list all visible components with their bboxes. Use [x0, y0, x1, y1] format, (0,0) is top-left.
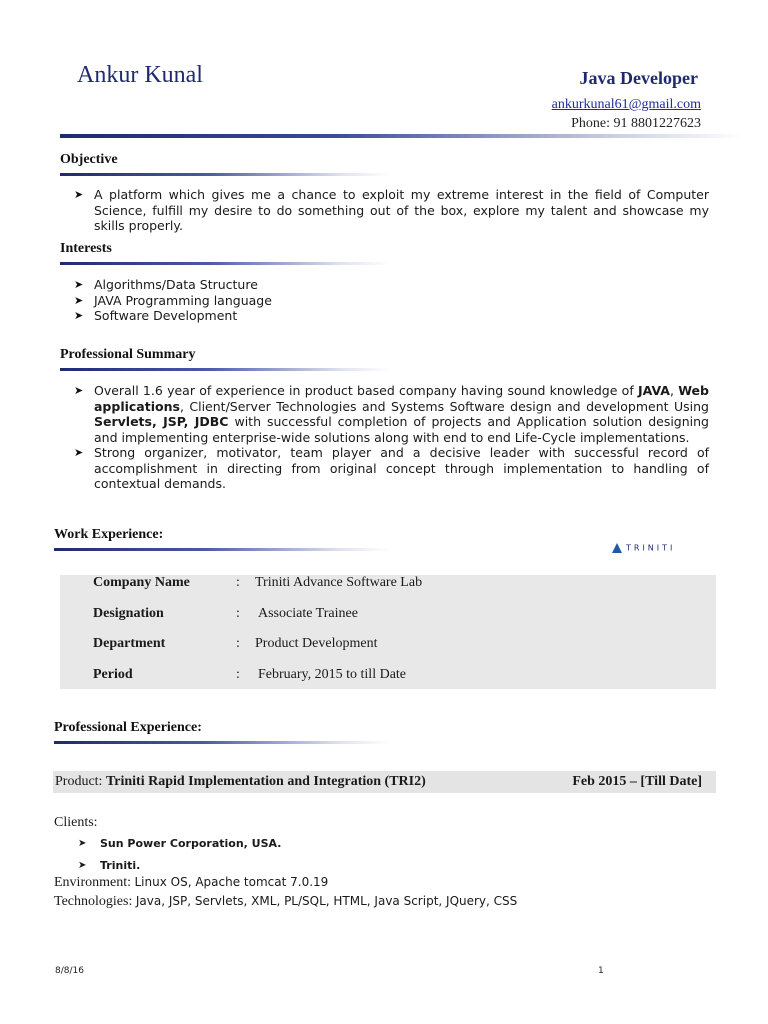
page-number: 1: [598, 966, 604, 976]
list-item: ➤ Sun Power Corporation, USA.: [78, 833, 478, 855]
list-item: ➤ Algorithms/Data Structure: [74, 277, 474, 293]
list-item: ➤ Software Development: [74, 308, 474, 324]
section-divider: [54, 741, 390, 744]
product-period: Feb 2015 – [Till Date]: [572, 774, 702, 789]
list-item: ➤ JAVA Programming language: [74, 293, 474, 309]
job-title: Java Developer: [579, 68, 698, 88]
section-title-interests: Interests: [60, 241, 112, 256]
triniti-logo: TRINITI: [612, 543, 675, 553]
technologies-line: Technologies: Java, JSP, Servlets, XML, PL/SQL, HTML, Java Script, JQuery, CSS: [54, 894, 518, 909]
clients-label: Clients:: [54, 815, 98, 830]
objective-list: [74, 187, 709, 234]
section-title-summary: Professional Summary: [60, 347, 196, 362]
section-divider: [60, 173, 390, 176]
interests-list: [74, 277, 474, 324]
section-title-professional: Professional Experience:: [54, 720, 202, 735]
section-divider: [60, 262, 390, 265]
phone-number: Phone: 91 8801227623: [571, 116, 701, 131]
list-item: ➤ Overall 1.6 year of experience in product based company having sound knowledge of JAVA, Web applications, Client/Server Technologies and Systems Software design and development Using Servlets, JSP, JDBC with successful completion of projects and Application solution designing and implementing enterprise-wide solutions along with end to end Life-Cycle implementations.: [74, 383, 709, 445]
candidate-name: Ankur Kunal: [77, 62, 203, 88]
header-divider: [60, 134, 744, 138]
summary-list: [74, 383, 709, 492]
list-item: ➤ Strong organizer, motivator, team player and a decisive leader with successful record of accomplishment in directing from original concept through implementation to handling of contextual demands.: [74, 445, 709, 492]
clients-list: [78, 833, 478, 877]
section-divider: [60, 368, 390, 371]
product-name: Product: Triniti Rapid Implementation and Integration (TRI2): [55, 774, 426, 789]
work-details-table: Company Name : Triniti Advance Software Lab Designation : Associate Trainee Department : Product Development Period : February, 2015 to till Date: [60, 575, 716, 689]
triangle-icon: [612, 543, 622, 553]
list-item: ➤ Triniti.: [78, 855, 478, 877]
environment-line: Environment: Linux OS, Apache tomcat 7.0.19: [54, 875, 329, 890]
footer-date: 8/8/16: [55, 966, 84, 976]
list-item: ➤ A platform which gives me a chance to exploit my extreme interest in the field of Computer Science, fulfill my desire to do something out of the box, explore my talent and showcase my skills properly.: [74, 187, 709, 234]
section-title-work: Work Experience:: [54, 527, 164, 542]
section-title-objective: Objective: [60, 152, 118, 167]
section-divider: [54, 548, 390, 551]
email-link[interactable]: ankurkunal61@gmail.com: [551, 97, 701, 112]
product-bar: [53, 771, 716, 793]
